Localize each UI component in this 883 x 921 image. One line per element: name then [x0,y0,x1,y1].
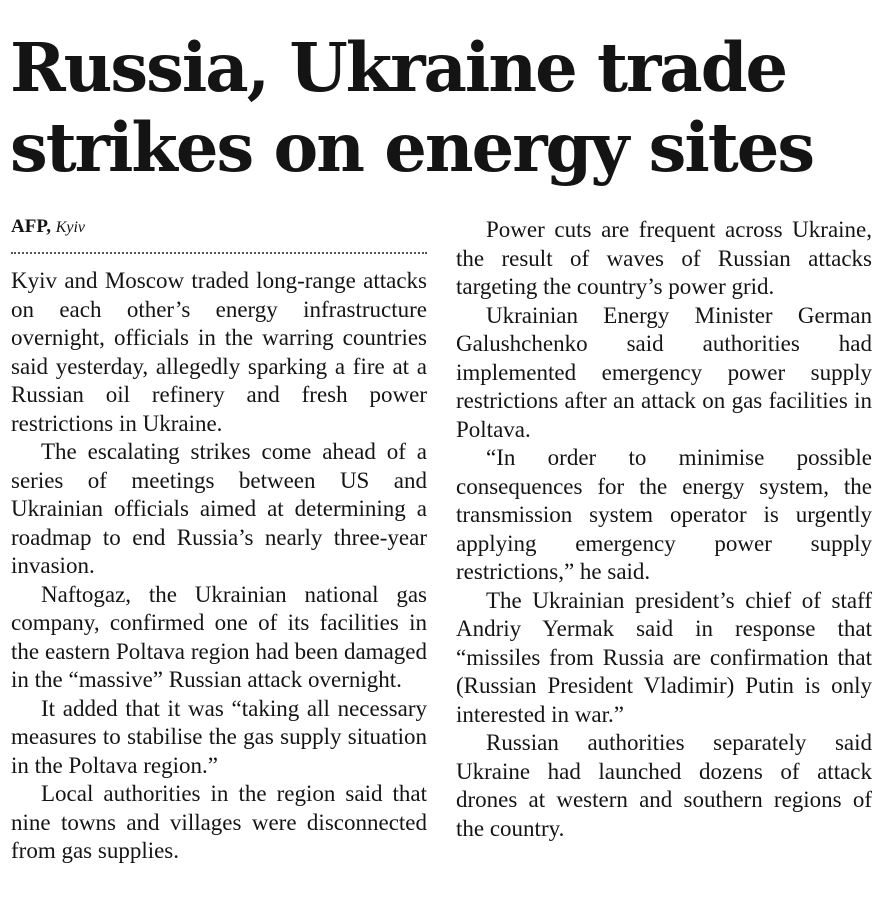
paragraph: Russian authorities separately said Ukraine had launched dozens of attack drones at western and southern regions of the country. [456,730,872,841]
byline [11,216,85,238]
paragraph: Power cuts are frequent across Ukraine, the result of waves of Russian attacks targeting the country’s power grid. [456,217,872,299]
headline-line-1: Russia, Ukraine trade [10,28,787,107]
byline-divider [11,252,427,254]
article-column-right [456,216,872,843]
headline-line-2: strikes on energy sites [10,108,814,187]
byline-dateline: Kyiv [55,219,86,236]
paragraph: Naftogaz, the Ukrainian national gas company, confirmed one of its facilities in the eastern Poltava region had been damaged in the “massive” Russian attack overnight. [11,581,427,692]
paragraph: It added that it was “taking all necessary measures to stabilise the gas supply situation in the Poltava region.” [11,695,427,778]
paragraph: The Ukrainian president’s chief of staff Andriy Yermak said in response that “missiles from Russia are confirmation that (Russian President Vladimir) Putin is only interested in war.” [456,587,872,727]
paragraph: The escalating strikes come ahead of a series of meetings between US and Ukrainian officials aimed at determining a roadmap to end Russia’s nearly three-year invasion. [11,439,427,578]
paragraph: Ukrainian Energy Minister German Galushchenko said authorities had implemented emergency power supply restrictions after an attack on gas facilities in Poltava. [456,302,872,442]
paragraph: “In order to minimise possible consequences for the energy system, the transmission system operator is urgently applying emergency power supply restrictions,” he said. [456,445,872,584]
paragraph: Local authorities in the region said that nine towns and villages were disconnected from gas supplies. [11,781,427,863]
byline-agency: AFP, [11,216,51,237]
headline [10,28,880,188]
paragraph: Kyiv and Moscow traded long-range attacks on each other’s energy infrastructure overnight, officials in the warring countries said yesterday, allegedly sparking a fire at a Russian oil refinery and fresh power restrictions in Ukraine. [11,268,427,436]
article-column-left [11,267,427,866]
